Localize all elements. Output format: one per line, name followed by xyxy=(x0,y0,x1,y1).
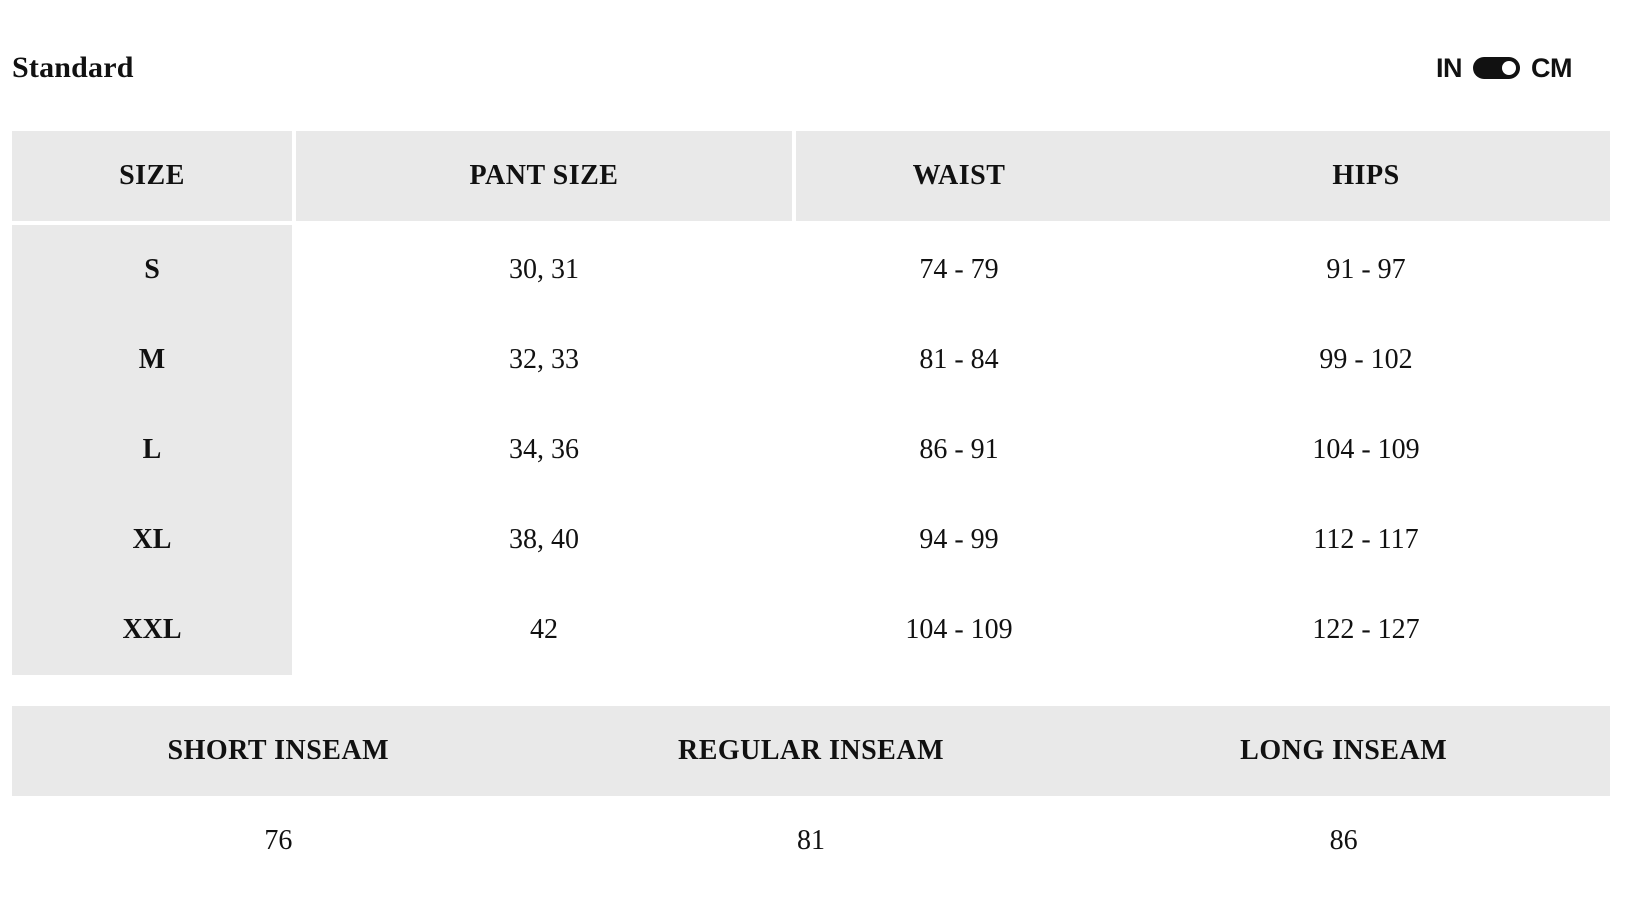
hips-cell: 104 - 109 xyxy=(1122,405,1610,495)
hips-cell: 112 - 117 xyxy=(1122,495,1610,585)
col-header-regular-inseam: REGULAR INSEAM xyxy=(545,706,1078,796)
size-cell: XL xyxy=(12,495,292,585)
table-row-s xyxy=(12,225,1610,315)
inseam-table xyxy=(12,706,1610,886)
unit-label-cm[interactable]: CM xyxy=(1531,52,1572,83)
pant-size-cell: 32, 33 xyxy=(296,315,792,405)
table-row-xxl xyxy=(12,585,1610,675)
pant-size-cell: 42 xyxy=(296,585,792,675)
size-chart-table xyxy=(12,131,1610,675)
waist-cell: 86 - 91 xyxy=(796,405,1122,495)
size-table-body xyxy=(12,225,1610,675)
size-cell: XXL xyxy=(12,585,292,675)
waist-cell: 74 - 79 xyxy=(796,225,1122,315)
unit-toggle-knob xyxy=(1502,61,1516,75)
unit-label-in[interactable]: IN xyxy=(1436,52,1462,83)
size-cell: S xyxy=(12,225,292,315)
inseam-header-row xyxy=(12,706,1610,796)
unit-toggle-switch[interactable] xyxy=(1473,57,1520,79)
col-header-hips: HIPS xyxy=(1122,131,1610,221)
topbar xyxy=(12,48,1572,88)
long-inseam-value: 86 xyxy=(1077,796,1610,886)
waist-cell: 94 - 99 xyxy=(796,495,1122,585)
col-header-waist: WAIST xyxy=(796,131,1122,221)
hips-cell: 122 - 127 xyxy=(1122,585,1610,675)
table-row-l xyxy=(12,405,1610,495)
col-header-pant-size: PANT SIZE xyxy=(296,131,792,221)
size-cell: M xyxy=(12,315,292,405)
col-header-short-inseam: SHORT INSEAM xyxy=(12,706,545,796)
pant-size-cell: 34, 36 xyxy=(296,405,792,495)
col-header-size: SIZE xyxy=(12,131,292,221)
table-row-m xyxy=(12,315,1610,405)
pant-size-cell: 38, 40 xyxy=(296,495,792,585)
waist-cell: 81 - 84 xyxy=(796,315,1122,405)
waist-cell: 104 - 109 xyxy=(796,585,1122,675)
table-row-xl xyxy=(12,495,1610,585)
page-title: Standard xyxy=(12,51,134,84)
pant-size-cell: 30, 31 xyxy=(296,225,792,315)
hips-cell: 99 - 102 xyxy=(1122,315,1610,405)
size-guide-panel xyxy=(0,48,1630,886)
short-inseam-value: 76 xyxy=(12,796,545,886)
unit-toggle[interactable] xyxy=(1436,53,1572,84)
regular-inseam-value: 81 xyxy=(545,796,1078,886)
hips-cell: 91 - 97 xyxy=(1122,225,1610,315)
size-cell: L xyxy=(12,405,292,495)
inseam-values-row xyxy=(12,796,1610,886)
col-header-long-inseam: LONG INSEAM xyxy=(1077,706,1610,796)
size-table-header-row xyxy=(12,131,1610,221)
